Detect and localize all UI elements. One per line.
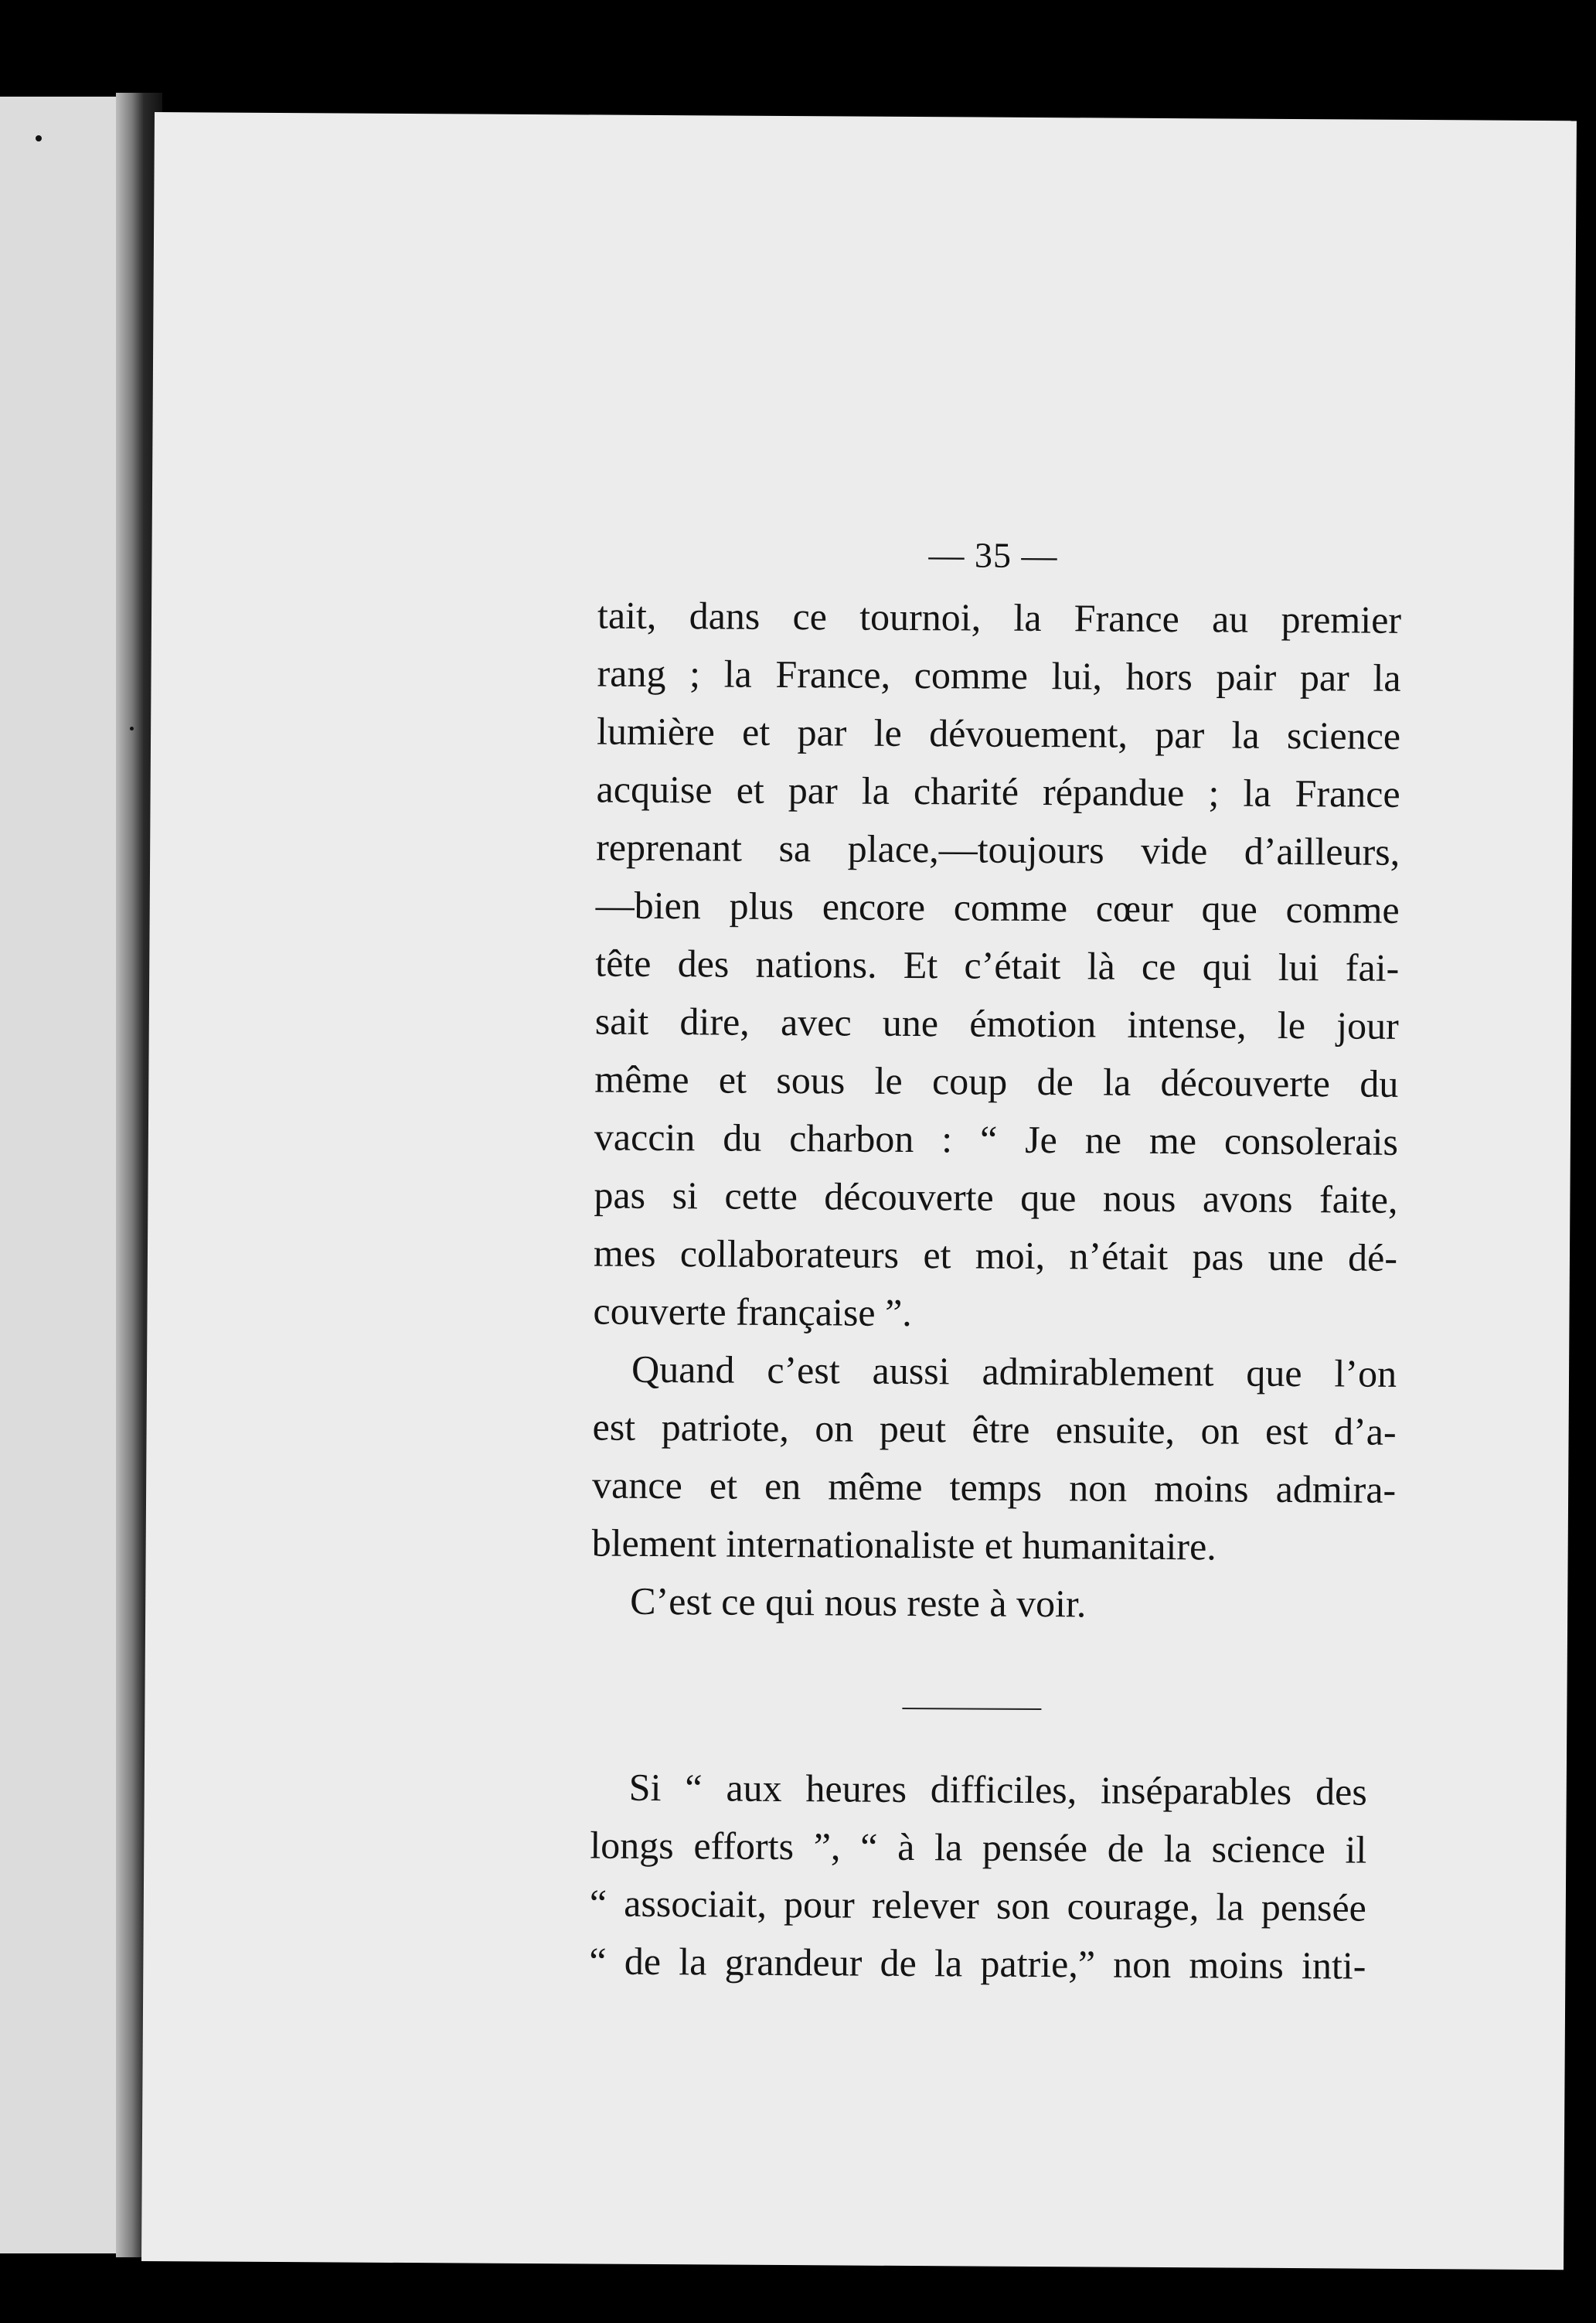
text-line: vance et en même temps non moins admira- [591,1463,1397,1511]
text-line: C’est ce qui nous reste à voir. [630,1579,1087,1626]
text-line: rang ; la France, comme lui, hors pair par la [597,651,1401,700]
text-line: sait dire, avec une émotion intense, le jour [594,999,1399,1047]
main-text [591,587,1401,1635]
text-line: acquise et par la charité répandue ; la France [596,767,1400,816]
text-line: —bien plus encore comme cœur que comme [595,883,1400,932]
text-line: longs efforts ”, “ à la pensée de la science il [590,1823,1367,1872]
speck-mark [36,135,42,141]
section-separator [902,1708,1041,1710]
text-line: pas si cette découverte que nous avons faite, [594,1173,1398,1221]
text-line: “ de la grandeur de la patrie,” non moins inti- [589,1939,1366,1987]
text-line: “ associait, pour relever son courage, la pensée [589,1881,1367,1930]
next-section-text [589,1757,1367,1994]
text-line: reprenant sa place,—toujours vide d’ailleurs, [596,825,1400,874]
text-line: tête des nations. Et c’était là ce qui lui fai- [595,941,1400,989]
text-line: mes collaborateurs et moi, n’était pas une dé- [593,1231,1398,1279]
text-line: couverte française ”. [593,1289,912,1335]
text-line: tait, dans ce tournoi, la France au premier [597,593,1402,642]
text-line: vaccin du charbon : “ Je ne me consolerais [594,1115,1399,1163]
text-line: même et sous le coup de la découverte du [594,1057,1399,1105]
book-page [141,112,1577,2270]
text-line: lumière et par le dévouement, par la science [596,709,1401,758]
text-line: blement internationaliste et humanitaire. [591,1521,1217,1569]
text-line: est patriote, on peut être ensuite, on est d’a- [592,1405,1397,1453]
speck-mark [130,727,134,731]
text-line: Quand c’est aussi admirablement que l’on [631,1347,1397,1395]
page-number: — 35 — [928,535,1058,576]
text-line: Si “ aux heures difficiles, inséparables des [628,1765,1367,1814]
